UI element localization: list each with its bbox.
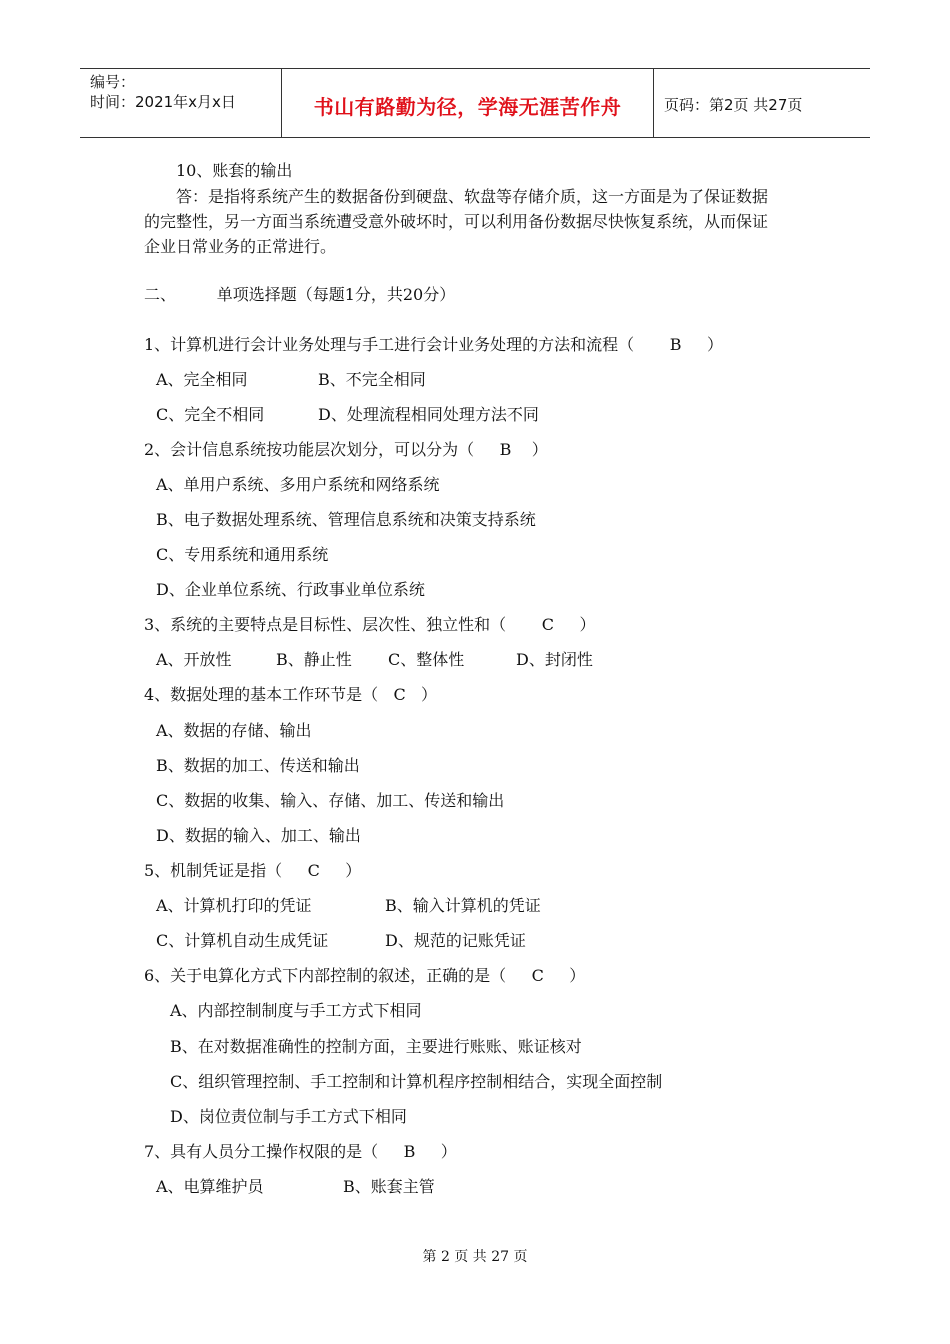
question-stem: 5、机制凭证是指（ C ） xyxy=(144,861,362,880)
question-option: C、数据的收集、输入、存储、加工、传送和输出 xyxy=(156,791,505,810)
question-option: B、不完全相同 xyxy=(318,370,426,389)
question-option: B、数据的加工、传送和输出 xyxy=(156,756,360,775)
question-option: B、电子数据处理系统、管理信息系统和决策支持系统 xyxy=(156,510,536,529)
question-stem: 3、系统的主要特点是目标性、层次性、独立性和（ C ） xyxy=(144,615,596,634)
question-option: D、处理流程相同处理方法不同 xyxy=(318,405,539,424)
question-option: A、单用户系统、多用户系统和网络系统 xyxy=(156,475,440,494)
question-option: D、规范的记账凭证 xyxy=(385,931,526,950)
question-option: C、整体性 xyxy=(388,650,465,669)
question-option: B、在对数据准确性的控制方面，主要进行账账、账证核对 xyxy=(170,1037,582,1056)
question-option: C、专用系统和通用系统 xyxy=(156,545,329,564)
header-left-cell xyxy=(80,69,282,137)
question-stem: 7、具有人员分工操作权限的是（ B ） xyxy=(144,1142,457,1161)
question-option: C、计算机自动生成凭证 xyxy=(156,931,329,950)
question-option: D、企业单位系统、行政事业单位系统 xyxy=(156,580,425,599)
question-option: B、输入计算机的凭证 xyxy=(385,896,541,915)
page-header xyxy=(80,68,870,138)
question-option: D、岗位责位制与手工方式下相同 xyxy=(170,1107,407,1126)
section2-heading: 二、 单项选择题（每题1分，共20分） xyxy=(144,285,456,304)
page-footer: 第 2 页 共 27 页 xyxy=(422,1249,528,1265)
question-option: A、数据的存储、输出 xyxy=(156,721,312,740)
question-option: D、数据的输入、加工、输出 xyxy=(156,826,361,845)
question-option: A、计算机打印的凭证 xyxy=(156,896,312,915)
header-right-cell xyxy=(654,69,870,137)
time-label: 时间：2021年x月x日 xyxy=(90,93,236,111)
question-option: B、账套主管 xyxy=(343,1177,435,1196)
section10-answer-line: 答：是指将系统产生的数据备份到硬盘、软盘等存储介质，这一方面是为了保证数据 xyxy=(176,187,769,206)
section10-title: 10、账套的输出 xyxy=(176,161,293,180)
question-option: A、开放性 xyxy=(156,650,232,669)
code-label: 编号： xyxy=(90,73,136,91)
question-stem: 4、数据处理的基本工作环节是（ C ） xyxy=(144,685,437,704)
page-info: 页码：第2页 共27页 xyxy=(664,96,803,114)
question-option: C、完全不相同 xyxy=(156,405,265,424)
motto: 书山有路勤为径，学海无涯苦作舟 xyxy=(313,95,622,119)
question-option: A、完全相同 xyxy=(156,370,248,389)
question-option: A、电算维护员 xyxy=(156,1177,264,1196)
question-option: B、静止性 xyxy=(276,650,352,669)
question-stem: 1、计算机进行会计业务处理与手工进行会计业务处理的方法和流程（ B ） xyxy=(144,335,723,354)
question-stem: 2、会计信息系统按功能层次划分，可以分为（ B ） xyxy=(144,440,548,459)
header-mid-cell xyxy=(282,69,654,137)
section10-answer-line: 企业日常业务的正常进行。 xyxy=(144,237,337,256)
question-option: A、内部控制制度与手工方式下相同 xyxy=(170,1001,422,1020)
question-stem: 6、关于电算化方式下内部控制的叙述，正确的是（ C ） xyxy=(144,966,586,985)
question-option: D、封闭性 xyxy=(516,650,593,669)
section10-answer-line: 的完整性，另一方面当系统遭受意外破坏时，可以利用备份数据尽快恢复系统，从而保证 xyxy=(144,212,769,231)
question-option: C、组织管理控制、手工控制和计算机程序控制相结合，实现全面控制 xyxy=(170,1072,663,1091)
